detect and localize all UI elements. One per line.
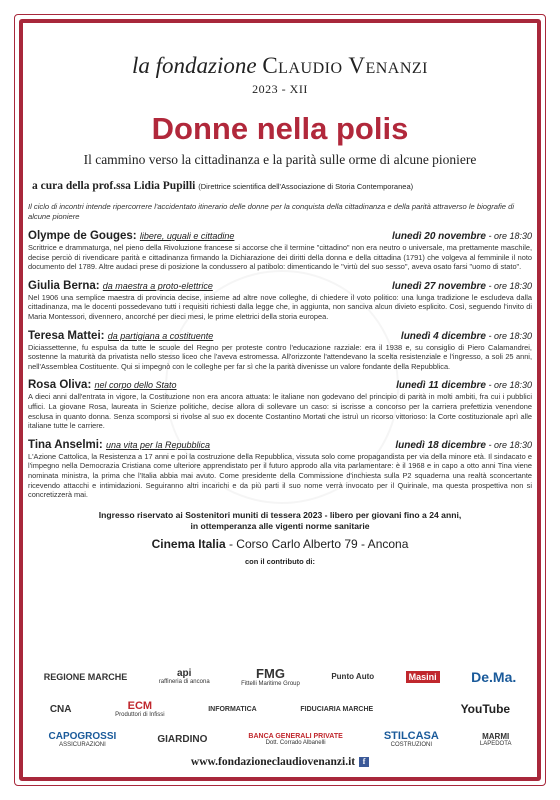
sponsor-row-1 [28, 666, 532, 687]
event-date: lunedì 4 dicembre - ore 18:30 [400, 330, 532, 342]
event-name: Olympe de Gouges: libere, uguali e cittadine [28, 230, 235, 242]
sponsor-logo: CNA [49, 703, 72, 715]
sponsor-logo: REGIONE MARCHE [43, 671, 128, 682]
foundation-header [28, 52, 532, 97]
event-description: Nel 1906 una semplice maestra di provincia decise, insieme ad altre nove colleghe, di chiedere il voto politico: una lunga tradizione le escludeva dalla cittadinanza, ma le docenti possedevano tutti i requisiti richiesti dalla legge che, in aggiunta, non sanciva alcun divieto esplicito. Così, seguendo l'invito di Maria Montessori, divennero, ancorché per dieci mesi, le prime elettrici della storia europea. [28, 292, 532, 321]
edition: 2023 - XII [252, 82, 308, 96]
contrib-label: con il contributo di: [245, 556, 315, 566]
foundation-name: Claudio Venanzi [262, 53, 428, 78]
event-date: lunedì 27 novembre - ore 18:30 [392, 280, 532, 292]
curator [28, 180, 532, 192]
event-item [28, 330, 532, 372]
website-link[interactable]: www.fondazioneclaudiovenanzi.it f [0, 756, 560, 768]
event-name: Giulia Berna: da maestra a proto-elettrice [28, 279, 213, 292]
sponsor-logo: FMG Fittelli Maritime Group [241, 666, 300, 687]
sponsor-logo: Punto Auto [331, 672, 375, 681]
event-header [28, 230, 532, 242]
event-header [28, 280, 532, 292]
intro-text: Il ciclo di incontri intende ripercorrere l'accidentato itinerario delle donne per la conquista della cittadinanza e della parità attraverso le biografie di alcune pioniere [28, 202, 515, 221]
event-description: L'Azione Cattolica, la Resistenza a 17 anni e poi la costruzione della Repubblica, vissuta solo come propagandista per via della minore età. Il sindacato e l'impegno nella Democrazia Cristiana come ulteriore apprendistato per il futuro approdo alla vita parlamentare: è il 1968 e in capo a otto anni Tina viene nominata ministra, la prima che l'Italia abbia mai avuto. Come presidente della Commissione d'inchiesta sulla P2 squaderna una realtà sconcertante ricevendo attacchi e intimidazioni. Seguiranno altri incarichi e da più parti il suo nome verrà invocato per il Quirinale, ma questa prospettiva non si concretizzerà mai. [28, 451, 532, 500]
event-date: lunedì 20 novembre - ore 18:30 [392, 231, 532, 242]
venue-name: Cinema Italia [151, 536, 226, 551]
event-header [28, 330, 532, 342]
event-item [28, 230, 532, 272]
event-header [28, 439, 532, 451]
event-subtitle: libere, uguali e cittadine [139, 231, 235, 241]
sponsor-logo: GIARDINO [157, 733, 208, 745]
curator-note: (Direttrice scientifica dell'Associazione di Storia Contemporanea) [198, 182, 414, 191]
event-subtitle: nel corpo dello Stato [94, 380, 177, 391]
event-description: A dieci anni dall'entrata in vigore, la Costituzione non era ancora attuata: le italiane non godevano del principio di parità in molti ambiti, fra cui i pubblici uffici. La giovane Rosa, laureata in Scienze politiche, decise allora di sollevare un caso: si iscrisse a concorso per la carriera prefettizia venendone esclusa in quanto donna. Senza scomporsi si rivolse al suo ex docente Costantino Mortati che istruì un ricorso vittorioso: la Corte costituzionale aprì alle italiane tutte le carriere. [28, 392, 532, 431]
sponsor-logo: INFORMATICA [208, 705, 257, 713]
sponsor-logo: ECM Produttori di Infissi [115, 700, 165, 718]
event-item [28, 439, 532, 500]
sponsor-logo: STILCASA COSTRUZIONI [383, 730, 439, 748]
facebook-icon[interactable]: f [359, 757, 369, 767]
poster-content [28, 52, 532, 566]
foundation-prefix: la fondazione [132, 53, 257, 78]
page-title: Donne nella polis [151, 111, 409, 146]
event-description: Diciassettenne, fu espulsa da tutte le scuole del Regno per proteste contro l'educazione razziale: era il 1938 e, su consiglio di Piero Calamandrei, sostenne la maturità da privatista nello stesso liceo che l'aveva estromessa. All'orizzonte l'attendevano la scelta resistenziale e l'ingresso, a soli 25 anni, nell'Assemblea Costituente. Qui si impegnò con le colleghe per far sì che la parità divenisse un valore fondante della Repubblica. [28, 342, 532, 371]
event-item [28, 379, 532, 430]
event-date: lunedì 11 dicembre - ore 18:30 [396, 380, 532, 392]
sponsor-logo: Masini [406, 671, 440, 683]
event-name: Tina Anselmi: una vita per la Repubblica [28, 438, 211, 451]
event-item [28, 280, 532, 322]
event-subtitle: da maestra a proto-elettrice [102, 280, 213, 291]
sponsor-row-2 [28, 700, 532, 718]
venue-address: - Corso Carlo Alberto 79 - Ancona [225, 536, 409, 551]
venue [28, 537, 532, 551]
event-name: Teresa Mattei: da partigiana a costituente [28, 329, 214, 342]
curator-label: a cura della prof.ssa Lidia Pupilli [32, 180, 196, 192]
sponsor-logo: api raffineria di ancona [158, 668, 210, 685]
event-subtitle: una vita per la Repubblica [105, 439, 211, 450]
sponsor-logo: BANCA GENERALI PRIVATE Dott. Corrado Albanelli [248, 732, 343, 746]
sponsor-logo: MARMI LAPEDOTA [479, 731, 512, 747]
event-date: lunedì 18 dicembre - ore 18:30 [395, 439, 532, 451]
subtitle: Il cammino verso la cittadinanza e la parità sulle orme di alcune pioniere [83, 152, 477, 167]
event-list [28, 230, 532, 500]
event-description: Scrittrice e drammaturga, nel pieno della Rivoluzione francese si accorse che il termine "cittadino" non era neutro o universale, ma prettamente maschile, decise perciò di rivendicare parità e cittadinanza firmando la Dichiarazione dei diritti della donna e della cittadina (1791) che volgeva al femminile il noto documento del 1789. Altre audaci prese di posizione la condussero al patibolo: dimenticando le "virtù del suo sesso", aveva osato farsi "uomo di stato". [28, 243, 532, 272]
sponsor-logo: FIDUCIARIA MARCHE [300, 705, 374, 713]
sponsor-logo: CAPOGROSSI ASSICURAZIONI [48, 730, 117, 748]
sponsor-logo: De.Ma. [471, 668, 517, 685]
event-header [28, 379, 532, 391]
sponsor-logo: YouTube [460, 702, 511, 716]
access-note: Ingresso riservato ai Sostenitori muniti di tessera 2023 - libero per giovani fino a 24 anni, in ottemperanza alle vigenti norme sanitarie [98, 509, 462, 531]
event-subtitle: da partigiana a costituente [107, 330, 214, 341]
sponsor-row-3 [28, 730, 532, 748]
event-name: Rosa Oliva: nel corpo dello Stato [28, 379, 177, 392]
